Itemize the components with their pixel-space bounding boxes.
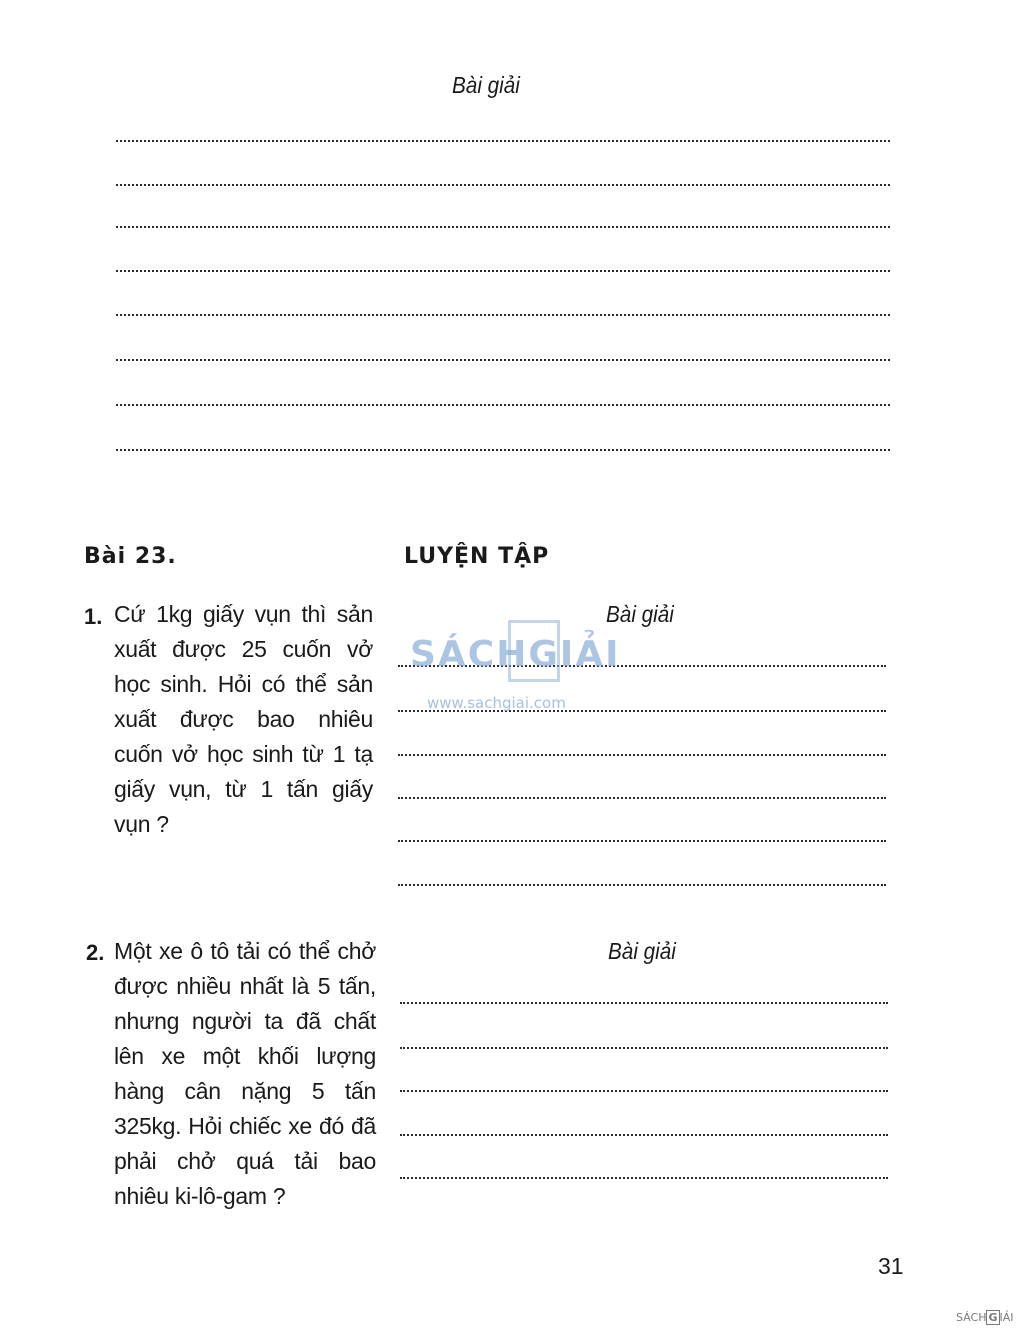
answer-line (116, 359, 890, 361)
answer-heading: Bài giải (606, 601, 674, 627)
answer-line (400, 1177, 888, 1179)
answer-line (400, 1002, 888, 1004)
answer-line (398, 840, 886, 842)
answer-line (398, 797, 886, 799)
page-number: 31 (878, 1253, 904, 1279)
corner-logo (956, 1310, 1014, 1325)
corner-logo-box: G (988, 1311, 998, 1324)
answer-line (116, 140, 890, 142)
problem-number: 1. (84, 604, 103, 629)
corner-logo-left: SÁCH (956, 1311, 987, 1324)
answer-line (116, 449, 890, 451)
watermark-brand: SÁCHGIẢI (410, 634, 621, 675)
answer-line (116, 314, 890, 316)
lesson-title: LUYỆN TẬP (404, 544, 550, 569)
watermark-url: www.sachgiai.com (427, 694, 566, 712)
answer-line (398, 884, 886, 886)
answer-line (116, 270, 890, 272)
answer-line (400, 1090, 888, 1092)
corner-logo-right: IẢI (999, 1311, 1014, 1324)
problem-number: 2. (86, 940, 105, 965)
answer-line (116, 404, 890, 406)
answer-line (400, 1047, 888, 1049)
top-answer-heading: Bài giải (452, 72, 520, 98)
problem-text: Cứ 1kg giấy vụn thì sản xuất được 25 cuốn vở học sinh. Hỏi có thể sản xuất được bao nhiêu cuốn vở học sinh từ 1 tạ giấy vụn, từ 1 tấn giấy vụn ? (114, 601, 373, 837)
answer-line (116, 184, 890, 186)
answer-line (400, 1134, 888, 1136)
answer-heading: Bài giải (608, 938, 676, 964)
lesson-number: Bài 23. (84, 544, 177, 569)
problem-text: Một xe ô tô tải có thể chở được nhiều nhất là 5 tấn, nhưng người ta đã chất lên xe một khối lượng hàng cân nặng 5 tấn 325kg. Hỏi chiếc xe đó đã phải chở quá tải bao nhiêu ki-lô-gam ? (114, 938, 376, 1209)
answer-line (116, 226, 890, 228)
answer-line (398, 754, 886, 756)
